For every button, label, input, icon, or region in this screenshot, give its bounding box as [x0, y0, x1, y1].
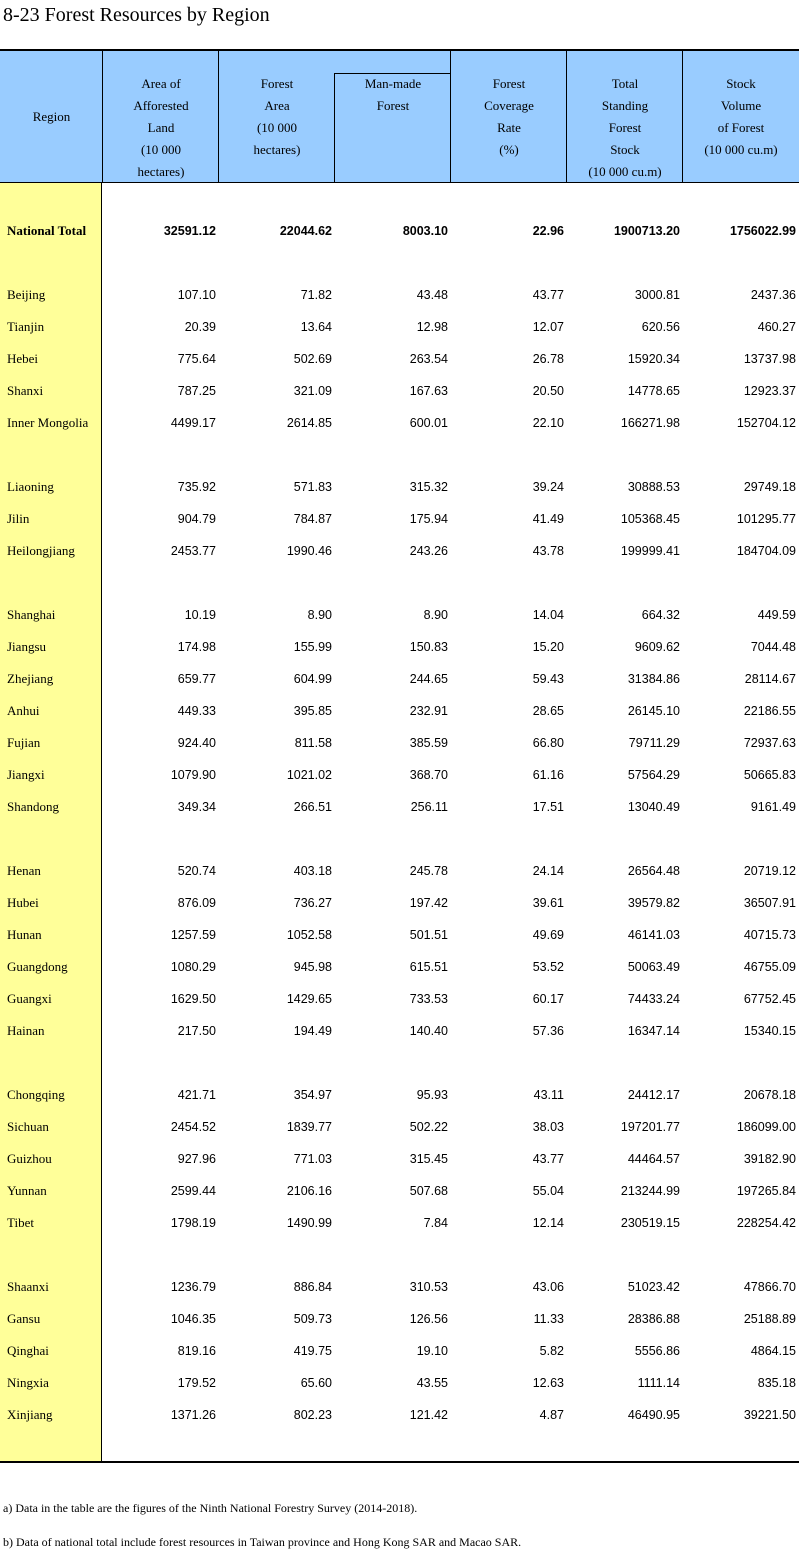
table-cell: 2437.36 [750, 288, 796, 302]
table-cell: 101295.77 [736, 512, 796, 526]
table-cell: 25188.89 [743, 1312, 796, 1326]
table-cell: 15.20 [532, 640, 564, 654]
table-cell: 502.69 [293, 352, 332, 366]
region-name: Guangxi [7, 991, 52, 1006]
table-cell: 43.11 [533, 1088, 564, 1102]
table-cell: 771.03 [293, 1152, 332, 1166]
table-cell: 36507.91 [743, 896, 796, 910]
table-row [0, 1180, 799, 1202]
table-cell: 197265.84 [736, 1184, 796, 1198]
table-cell: 46755.09 [743, 960, 796, 974]
table-cell: 310.53 [409, 1280, 448, 1294]
table-cell: 735.92 [177, 480, 216, 494]
table-cell: 604.99 [293, 672, 332, 686]
header-man-made-line: Forest [376, 98, 410, 113]
table-cell: 315.32 [409, 480, 448, 494]
table-cell: 321.09 [293, 384, 332, 398]
table-cell: 2453.77 [170, 544, 216, 558]
table-cell: 46490.95 [627, 1408, 680, 1422]
table-row [0, 380, 799, 402]
table-cell: 43.55 [416, 1376, 448, 1390]
page-title: 8-23 Forest Resources by Region [3, 4, 270, 26]
table-cell: 230519.15 [620, 1216, 680, 1230]
table-cell: 507.68 [409, 1184, 448, 1198]
table-cell: 14778.65 [627, 384, 680, 398]
table-cell: 664.32 [641, 608, 680, 622]
table-cell: 263.54 [409, 352, 448, 366]
table-cell: 140.40 [409, 1024, 448, 1038]
table-cell: 7.84 [423, 1216, 448, 1230]
table-cell: 51023.42 [627, 1280, 680, 1294]
region-name: Inner Mongolia [7, 415, 89, 430]
region-name: Hunan [7, 927, 42, 942]
table-cell: 1236.79 [170, 1280, 216, 1294]
table-cell: 12.63 [532, 1376, 564, 1390]
header-standing-line: Stock [610, 142, 640, 157]
table-cell: 1079.90 [170, 768, 216, 782]
table-cell: 904.79 [177, 512, 216, 526]
table-cell: 44464.57 [627, 1152, 680, 1166]
table-cell: 243.26 [409, 544, 448, 558]
table-cell: 50063.49 [627, 960, 680, 974]
header-coverage-line: Forest [492, 76, 526, 91]
table-cell: 65.60 [300, 1376, 332, 1390]
table-cell: 150.83 [409, 640, 448, 654]
table-row [0, 636, 799, 658]
table-cell: 395.85 [293, 704, 332, 718]
table-row [0, 508, 799, 530]
table-cell: 121.42 [409, 1408, 448, 1422]
table-cell: 60.17 [532, 992, 564, 1006]
table-cell: 39221.50 [743, 1408, 796, 1422]
table-cell: 31384.86 [627, 672, 680, 686]
region-name: Zhejiang [7, 671, 54, 686]
table-cell: 47866.70 [743, 1280, 796, 1294]
table-cell: 1052.58 [286, 928, 332, 942]
table-cell: 13737.98 [743, 352, 796, 366]
table-cell: 787.25 [177, 384, 216, 398]
region-name: Tianjin [7, 319, 45, 334]
table-cell: 368.70 [409, 768, 448, 782]
table-cell: 733.53 [409, 992, 448, 1006]
table-cell: 509.73 [293, 1312, 332, 1326]
table-cell: 600.01 [409, 416, 448, 430]
header-standing-line: Forest [608, 120, 642, 135]
table-cell: 1629.50 [170, 992, 216, 1006]
table-cell: 12.07 [532, 320, 564, 334]
table-row [0, 1084, 799, 1106]
table-cell: 244.65 [409, 672, 448, 686]
table-row [0, 1212, 799, 1234]
header-standing-stock [566, 51, 683, 182]
region-name: Ningxia [7, 1375, 49, 1390]
table-cell: 11.33 [533, 1312, 564, 1326]
header-stock-volume [682, 51, 799, 182]
region-name: Yunnan [7, 1183, 47, 1198]
table-row [0, 220, 799, 242]
table-cell: 8.90 [423, 608, 448, 622]
table-cell: 43.48 [416, 288, 448, 302]
table-row [0, 796, 799, 818]
table-cell: 13040.49 [627, 800, 680, 814]
table-cell: 72937.63 [743, 736, 796, 750]
header-stock-volume-line: of Forest [717, 120, 765, 135]
table-cell: 13.64 [300, 320, 332, 334]
header-afforested-line: (10 000 [140, 142, 182, 157]
table-cell: 213244.99 [620, 1184, 680, 1198]
table-cell: 10.19 [184, 608, 216, 622]
table-cell: 12923.37 [743, 384, 796, 398]
table-cell: 105368.45 [620, 512, 680, 526]
table-cell: 615.51 [409, 960, 448, 974]
table-cell: 55.04 [532, 1184, 564, 1198]
table-row [0, 476, 799, 498]
footnote-a: a) Data in the table are the figures of the Ninth National Forestry Survey (2014-2018). [3, 1501, 418, 1515]
table-cell: 186099.00 [736, 1120, 796, 1134]
region-name: Guizhou [7, 1151, 52, 1166]
table-cell: 571.83 [293, 480, 332, 494]
table-cell: 43.77 [532, 1152, 564, 1166]
bottom-rule [0, 1461, 799, 1463]
table-cell: 26145.10 [627, 704, 680, 718]
table-header [0, 51, 799, 183]
table-cell: 449.59 [757, 608, 796, 622]
region-name: Jilin [7, 511, 30, 526]
table-cell: 107.10 [177, 288, 216, 302]
table-cell: 30888.53 [627, 480, 680, 494]
table-cell: 16347.14 [627, 1024, 680, 1038]
header-forest-area-line: (10 000 [256, 120, 298, 135]
table-cell: 1021.02 [286, 768, 332, 782]
region-name: National Total [7, 223, 87, 238]
region-column-band [0, 183, 102, 1462]
table-cell: 3000.81 [634, 288, 680, 302]
header-afforested-line: Area of [141, 76, 181, 91]
header-forest-area-line: hectares) [253, 142, 301, 157]
table-cell: 39579.82 [627, 896, 680, 910]
table-cell: 20719.12 [743, 864, 796, 878]
region-name: Liaoning [7, 479, 54, 494]
table-cell: 43.06 [532, 1280, 564, 1294]
header-standing-line: Total [611, 76, 639, 91]
table-cell: 39.24 [532, 480, 564, 494]
region-name: Jiangsu [7, 639, 46, 654]
table-cell: 22.96 [532, 224, 564, 238]
table-cell: 53.52 [532, 960, 564, 974]
table-cell: 924.40 [177, 736, 216, 750]
table-cell: 40715.73 [743, 928, 796, 942]
table-cell: 9161.49 [750, 800, 796, 814]
table-cell: 20.39 [184, 320, 216, 334]
table-row [0, 1020, 799, 1042]
table-cell: 197.42 [409, 896, 448, 910]
table-cell: 886.84 [293, 1280, 332, 1294]
region-name: Shaanxi [7, 1279, 49, 1294]
header-stock-volume-line: Stock [726, 76, 756, 91]
header-man-made-line: Man-made [364, 76, 422, 91]
table-cell: 57564.29 [627, 768, 680, 782]
header-forest-area-line: Area [264, 98, 290, 113]
region-name: Fujian [7, 735, 41, 750]
table-cell: 67752.45 [743, 992, 796, 1006]
table-cell: 2454.52 [170, 1120, 216, 1134]
table-row [0, 1372, 799, 1394]
table-cell: 19.10 [416, 1344, 448, 1358]
table-cell: 1080.29 [170, 960, 216, 974]
table-row [0, 668, 799, 690]
header-man-made [334, 73, 451, 182]
table-cell: 26564.48 [627, 864, 680, 878]
table-cell: 95.93 [416, 1088, 448, 1102]
region-name: Shanghai [7, 607, 56, 622]
table-cell: 179.52 [177, 1376, 216, 1390]
table-cell: 811.58 [294, 736, 332, 750]
header-standing-line: Standing [601, 98, 649, 113]
table-row [0, 1308, 799, 1330]
table-row [0, 700, 799, 722]
table-cell: 217.50 [177, 1024, 216, 1038]
table-cell: 1046.35 [170, 1312, 216, 1326]
footnote-b: b) Data of national total include forest resources in Taiwan province and Hong Kong SAR and Macao SAR. [3, 1535, 522, 1549]
table-cell: 4499.17 [170, 416, 216, 430]
table-cell: 28386.88 [627, 1312, 680, 1326]
region-name: Jiangxi [7, 767, 45, 782]
table-cell: 784.87 [293, 512, 332, 526]
region-name: Gansu [7, 1311, 41, 1326]
region-name: Sichuan [7, 1119, 49, 1134]
header-stock-volume-line: Volume [720, 98, 762, 113]
table-cell: 15340.15 [743, 1024, 796, 1038]
table-cell: 354.97 [293, 1088, 332, 1102]
table-row [0, 540, 799, 562]
table-cell: 57.36 [532, 1024, 564, 1038]
header-afforested-line: Land [147, 120, 175, 135]
table-cell: 460.27 [757, 320, 796, 334]
region-name: Hainan [7, 1023, 45, 1038]
table-cell: 1798.19 [170, 1216, 216, 1230]
header-afforested-line: hectares) [137, 164, 185, 179]
table-row [0, 1148, 799, 1170]
table-cell: 12.98 [416, 320, 448, 334]
region-name: Henan [7, 863, 41, 878]
table-cell: 876.09 [177, 896, 216, 910]
region-name: Qinghai [7, 1343, 49, 1358]
table-cell: 1111.14 [637, 1376, 680, 1390]
table-cell: 945.98 [293, 960, 332, 974]
table-cell: 28.65 [532, 704, 564, 718]
table-cell: 5.82 [539, 1344, 564, 1358]
table-cell: 802.23 [293, 1408, 332, 1422]
table-row [0, 732, 799, 754]
table-cell: 46141.03 [627, 928, 680, 942]
header-coverage-line: Coverage [484, 98, 534, 113]
table-row [0, 604, 799, 626]
table-cell: 8.90 [307, 608, 332, 622]
table-cell: 449.33 [177, 704, 216, 718]
region-name: Tibet [7, 1215, 34, 1230]
table-cell: 166271.98 [620, 416, 680, 430]
table-row [0, 1340, 799, 1362]
header-subrule [334, 73, 450, 74]
table-cell: 26.78 [532, 352, 564, 366]
header-afforested-line: Afforested [133, 98, 189, 113]
header-standing-line: (10 000 cu.m) [588, 164, 662, 179]
table-cell: 2599.44 [170, 1184, 216, 1198]
table-cell: 1257.59 [170, 928, 216, 942]
table-cell: 49.69 [532, 928, 564, 942]
table-row [0, 924, 799, 946]
table-cell: 315.45 [409, 1152, 448, 1166]
table-cell: 4864.15 [750, 1344, 796, 1358]
table-cell: 175.94 [409, 512, 448, 526]
table-cell: 20.50 [532, 384, 564, 398]
table-cell: 2614.85 [286, 416, 332, 430]
table-cell: 520.74 [177, 864, 216, 878]
table-cell: 245.78 [409, 864, 448, 878]
table-cell: 28114.67 [744, 672, 796, 686]
table-cell: 232.91 [409, 704, 448, 718]
table-row [0, 348, 799, 370]
table-cell: 1900713.20 [613, 224, 680, 238]
table-cell: 126.56 [409, 1312, 448, 1326]
table-row [0, 764, 799, 786]
table-cell: 38.03 [532, 1120, 564, 1134]
region-name: Hebei [7, 351, 39, 366]
table-cell: 256.11 [410, 800, 448, 814]
table-cell: 385.59 [409, 736, 448, 750]
table-cell: 41.49 [532, 512, 564, 526]
table-cell: 32591.12 [163, 224, 216, 238]
header-forest-area-line: Forest [260, 76, 294, 91]
table-cell: 1990.46 [286, 544, 332, 558]
table-cell: 228254.42 [736, 1216, 796, 1230]
table-cell: 5556.86 [634, 1344, 680, 1358]
table-cell: 4.87 [539, 1408, 564, 1422]
table-cell: 152704.12 [736, 416, 796, 430]
table-row [0, 860, 799, 882]
table-row [0, 412, 799, 434]
table-cell: 39.61 [532, 896, 564, 910]
table-row [0, 1116, 799, 1138]
header-stock-volume-line: (10 000 cu.m) [704, 142, 778, 157]
table-cell: 50665.83 [743, 768, 796, 782]
table-cell: 17.51 [532, 800, 564, 814]
table-cell: 22.10 [532, 416, 564, 430]
table-cell: 419.75 [293, 1344, 332, 1358]
table-cell: 24412.17 [627, 1088, 680, 1102]
region-name: Xinjiang [7, 1407, 53, 1422]
table-cell: 1429.65 [286, 992, 332, 1006]
region-name: Guangdong [7, 959, 68, 974]
table-cell: 24.14 [532, 864, 564, 878]
table-cell: 22044.62 [279, 224, 332, 238]
header-coverage [450, 51, 567, 182]
table-cell: 43.77 [532, 288, 564, 302]
region-name: Hubei [7, 895, 39, 910]
region-name: Shandong [7, 799, 59, 814]
table-cell: 349.34 [177, 800, 216, 814]
table-cell: 266.51 [293, 800, 332, 814]
header-region-label: Region [32, 109, 71, 124]
table-cell: 501.51 [409, 928, 448, 942]
table-cell: 620.56 [641, 320, 680, 334]
table-cell: 1839.77 [286, 1120, 332, 1134]
table-cell: 79711.29 [628, 736, 680, 750]
header-region [0, 51, 103, 182]
table-row [0, 1276, 799, 1298]
table-cell: 1490.99 [286, 1216, 332, 1230]
table-cell: 199999.41 [620, 544, 680, 558]
table-cell: 74433.24 [627, 992, 680, 1006]
region-name: Shanxi [7, 383, 44, 398]
table-row [0, 988, 799, 1010]
table-row [0, 956, 799, 978]
table-cell: 8003.10 [402, 224, 448, 238]
header-afforested [102, 51, 219, 182]
table-cell: 7044.48 [750, 640, 796, 654]
table-cell: 43.78 [532, 544, 564, 558]
table-row [0, 1404, 799, 1426]
table-cell: 775.64 [177, 352, 216, 366]
region-name: Anhui [7, 703, 40, 718]
table-row [0, 316, 799, 338]
header-coverage-line: Rate [497, 120, 521, 135]
table-cell: 184704.09 [736, 544, 796, 558]
region-name: Chongqing [7, 1087, 65, 1102]
table-cell: 197201.77 [620, 1120, 680, 1134]
table-cell: 659.77 [177, 672, 216, 686]
table-cell: 1371.26 [170, 1408, 216, 1422]
table-cell: 835.18 [757, 1376, 796, 1390]
table-cell: 736.27 [293, 896, 332, 910]
table-cell: 71.82 [300, 288, 332, 302]
table-cell: 20678.18 [743, 1088, 796, 1102]
region-name: Heilongjiang [7, 543, 75, 558]
table-cell: 927.96 [177, 1152, 216, 1166]
table-cell: 14.04 [532, 608, 564, 622]
table-cell: 194.49 [293, 1024, 332, 1038]
table-cell: 29749.18 [743, 480, 796, 494]
table-cell: 61.16 [532, 768, 564, 782]
table-row [0, 892, 799, 914]
table-cell: 403.18 [293, 864, 332, 878]
header-coverage-line: (%) [499, 142, 519, 157]
table-cell: 167.63 [409, 384, 448, 398]
region-name: Beijing [7, 287, 46, 302]
table-cell: 819.16 [177, 1344, 216, 1358]
table-cell: 66.80 [532, 736, 564, 750]
table-cell: 2106.16 [286, 1184, 332, 1198]
table-cell: 421.71 [177, 1088, 216, 1102]
table-cell: 22186.55 [743, 704, 796, 718]
table-row [0, 284, 799, 306]
table-cell: 155.99 [293, 640, 332, 654]
table-cell: 15920.34 [627, 352, 680, 366]
header-forest-area [218, 51, 335, 182]
table-cell: 502.22 [409, 1120, 448, 1134]
table-cell: 39182.90 [743, 1152, 796, 1166]
table-cell: 174.98 [177, 640, 216, 654]
table-cell: 12.14 [532, 1216, 564, 1230]
table-cell: 9609.62 [634, 640, 680, 654]
table-cell: 59.43 [532, 672, 564, 686]
table-cell: 1756022.99 [729, 224, 796, 238]
